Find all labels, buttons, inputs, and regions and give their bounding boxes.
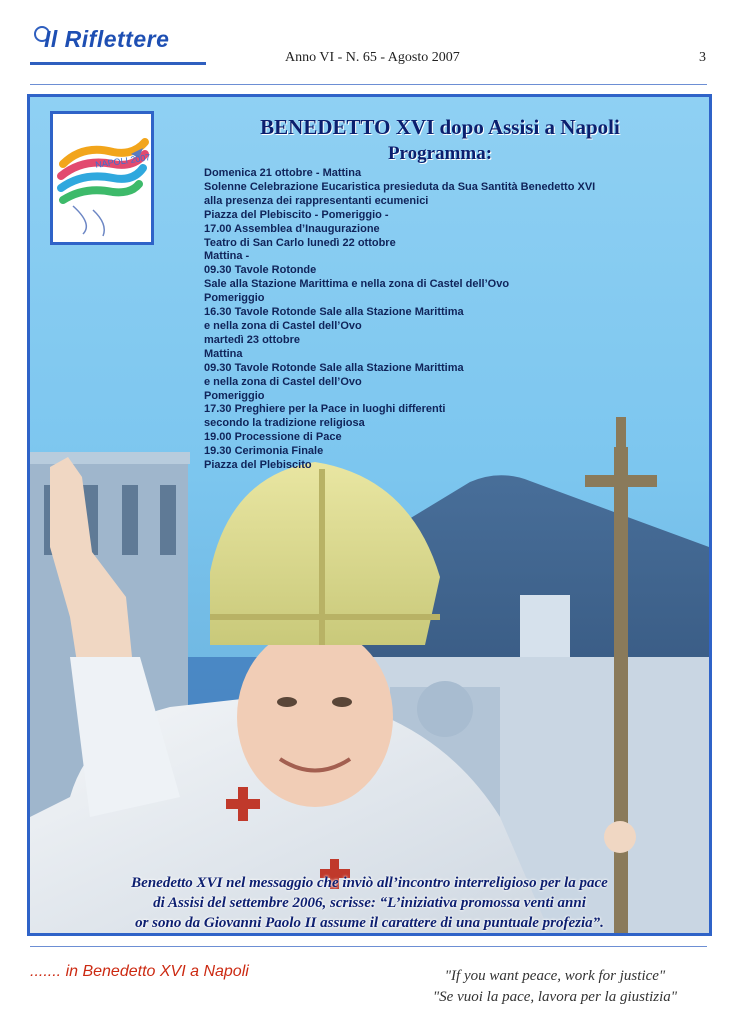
programme-line: 16.30 Tavole Rotonde Sale alla Stazione Marittima bbox=[204, 306, 464, 319]
issue-info: Anno VI - N. 65 - Agosto 2007 bbox=[285, 50, 460, 65]
dove-rainbow-icon bbox=[53, 114, 151, 242]
napoli-2007-logo bbox=[50, 111, 154, 245]
quote-caption bbox=[36, 873, 703, 933]
footer-motto bbox=[400, 966, 710, 1008]
programme-line: Mattina bbox=[204, 347, 243, 360]
programme-line: 19.00 Processione di Pace bbox=[204, 431, 342, 444]
footer-article-title: ....... in Benedetto XVI a Napoli bbox=[30, 963, 249, 980]
programme-line: Piazza del Plebiscito - Pomeriggio - bbox=[204, 208, 389, 221]
programme-line: 09.30 Tavole Rotonde bbox=[204, 264, 317, 277]
footer-divider bbox=[30, 946, 707, 947]
caption-line: di Assisi del settembre 2006, scrisse: “L’iniziativa promossa venti anni bbox=[153, 895, 586, 911]
programme-line: Piazza del Plebiscito bbox=[204, 459, 312, 472]
newspaper-logo: Il Riflettere bbox=[44, 26, 170, 52]
poster-subtitle: Programma: bbox=[387, 143, 493, 164]
header-divider bbox=[30, 84, 707, 85]
programme-line: Teatro di San Carlo lunedì 22 ottobre bbox=[204, 236, 396, 249]
badge-caption: NAPOLI 2007 bbox=[94, 152, 151, 170]
programme-line: alla presenza dei rappresentanti ecumenici bbox=[204, 194, 429, 207]
motto-italian: "Se vuoi la pace, lavora per la giustizia" bbox=[432, 989, 678, 1005]
programme-line: secondo la tradizione religiosa bbox=[204, 417, 365, 430]
poster-panel bbox=[27, 94, 712, 936]
programme-line: 17.00 Assemblea d’Inaugurazione bbox=[204, 222, 380, 235]
programme-line: Pomeriggio bbox=[204, 389, 265, 402]
programme-line: e nella zona di Castel dell’Ovo bbox=[204, 375, 362, 388]
motto-english: "If you want peace, work for justice" bbox=[444, 968, 666, 984]
programme-list bbox=[204, 167, 674, 473]
poster-title: BENEDETTO XVI dopo Assisi a Napoli bbox=[260, 115, 620, 139]
page-number: 3 bbox=[699, 50, 706, 65]
programme-line: Sale alla Stazione Marittima e nella zona di Castel dell’Ovo bbox=[204, 278, 510, 291]
masthead bbox=[0, 0, 737, 80]
caption-line: Benedetto XVI nel messaggio che inviò all’incontro interreligioso per la pace bbox=[131, 875, 608, 891]
programme-line: e nella zona di Castel dell’Ovo bbox=[204, 319, 362, 332]
logo-underline bbox=[30, 62, 206, 65]
programme-line: 17.30 Preghiere per la Pace in luoghi differenti bbox=[204, 403, 446, 416]
programme-line: martedì 23 ottobre bbox=[204, 333, 300, 346]
programme-line: Domenica 21 ottobre - Mattina bbox=[204, 167, 362, 179]
caption-line: or sono da Giovanni Paolo II assume il carattere di una puntuale profezia”. bbox=[135, 915, 604, 931]
programme-line: Pomeriggio bbox=[204, 292, 265, 305]
programme-line: Solenne Celebrazione Eucaristica presieduta da Sua Santità Benedetto XVI bbox=[204, 180, 596, 193]
programme-line: 09.30 Tavole Rotonde Sale alla Stazione Marittima bbox=[204, 361, 464, 374]
programme-line: Mattina - bbox=[204, 250, 250, 263]
programme-line: 19.30 Cerimonia Finale bbox=[204, 445, 324, 458]
